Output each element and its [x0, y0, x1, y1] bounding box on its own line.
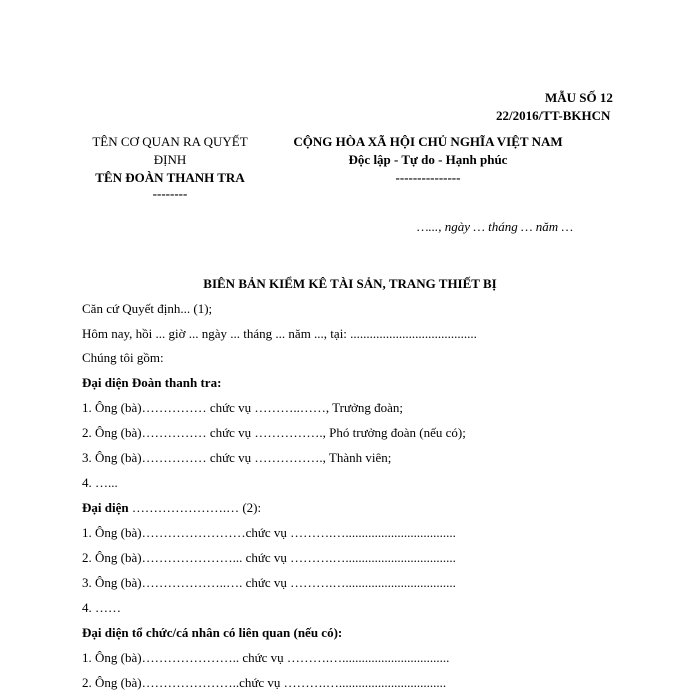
- left-header-separator: --------: [152, 186, 188, 201]
- list-item: 2. Ông (bà)…………………... chức vụ ……….…..................................: [82, 550, 456, 565]
- list-item: 4. …...: [82, 475, 118, 490]
- time-place-line: Hôm nay, hồi ... giờ ... ngày ... tháng ... năm ..., tại: .......................................: [82, 326, 477, 341]
- national-motto: Độc lập - Tự do - Hạnh phúc: [348, 152, 508, 167]
- date-line: …..., ngày … tháng … năm …: [417, 219, 574, 234]
- list-item: 2. Ông (bà)…………………..chức vụ ……….….................................: [82, 675, 447, 690]
- form-code-number: MẪU SỐ 12: [545, 90, 613, 105]
- section-related-parties: Đại diện tổ chức/cá nhân có liên quan (nếu có):: [82, 625, 343, 640]
- section-representative: [82, 500, 261, 516]
- section-inspection-team: Đại diện Đoàn thanh tra:: [82, 375, 222, 390]
- country-name: CỘNG HÒA XÃ HỘI CHỦ NGHĨA VIỆT NAM: [293, 134, 563, 149]
- list-item: 3. Ông (bà)…………… chức vụ ……………., Thành viên;: [82, 450, 392, 465]
- section-representative-blank: ………………….… (2):: [128, 500, 262, 515]
- section-representative-label: Đại diện: [82, 500, 129, 515]
- list-item: 1. Ông (bà)……………………chức vụ ……….…..................................: [82, 525, 456, 540]
- inspection-team-name: TÊN ĐOÀN THANH TRA: [95, 170, 245, 185]
- list-item: 1. Ông (bà)………………….. chức vụ ……….….................................: [82, 650, 450, 665]
- agency-name-line2: ĐỊNH: [153, 152, 187, 167]
- legal-basis-line: Căn cứ Quyết định... (1);: [82, 301, 213, 316]
- list-item: 2. Ông (bà)…………… chức vụ ……………., Phó trưởng đoàn (nếu có);: [82, 425, 466, 440]
- list-item: 1. Ông (bà)…………… chức vụ ………..……, Trưởng đoàn;: [82, 400, 404, 415]
- participants-intro: Chúng tôi gồm:: [82, 350, 164, 365]
- right-header-separator: ---------------: [395, 170, 461, 185]
- document-title: BIÊN BẢN KIỂM KÊ TÀI SẢN, TRANG THIẾT BỊ: [203, 276, 497, 291]
- list-item: 4. ……: [82, 600, 121, 615]
- form-code-circular: 22/2016/TT-BKHCN: [496, 108, 611, 123]
- list-item: 3. Ông (bà)………………..…. chức vụ ……….…..................................: [82, 575, 456, 590]
- agency-name-line1: TÊN CƠ QUAN RA QUYẾT: [92, 134, 248, 149]
